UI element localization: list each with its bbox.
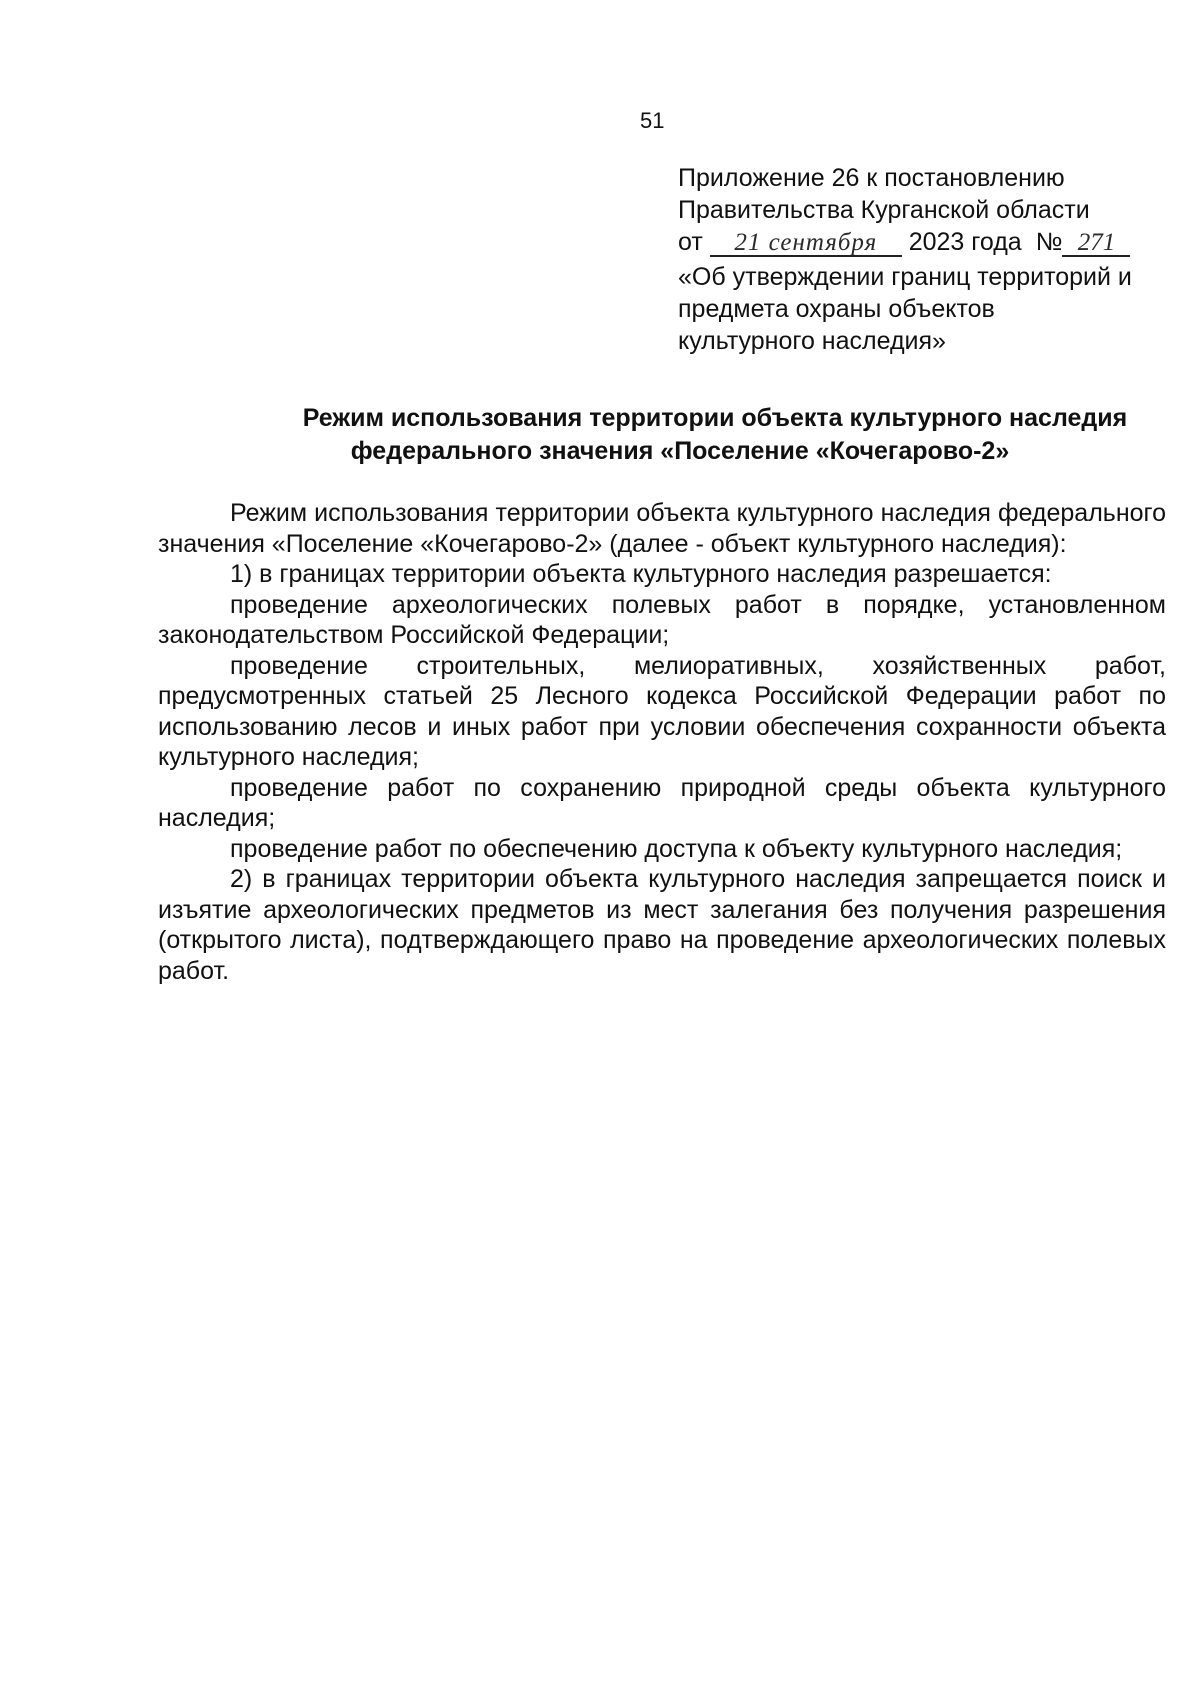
appendix-line-4: «Об утверждении границ территорий и [678, 263, 1132, 291]
paragraph: проведение строительных, мелиоративных, хозяйственных работ, предусмотренных статьей 25 Лесного кодекса Российской Федерации работ по использованию лесов и иных работ при условии обеспечения сохранности объекта культурного наследия; [158, 651, 1166, 771]
paragraph: проведение археологических полевых работ в порядке, установленном законодательством Российской Федерации; [158, 590, 1166, 649]
document-title [160, 402, 1160, 468]
title-line-2: федерального значения «Поселение «Кочегарово-2» [350, 437, 1010, 465]
paragraph: проведение работ по обеспечению доступа к объекту культурного наследия; [230, 834, 1123, 863]
appendix-line-1: Приложение 26 к постановлению [678, 164, 1065, 192]
paragraph: 1) в границах территории объекта культурного наследия разрешается: [230, 560, 1052, 588]
document-body [158, 498, 1166, 986]
paragraph: проведение работ по сохранению природной среды объекта культурного наследия; [158, 773, 1166, 832]
handwritten-number: 271 [1062, 227, 1130, 261]
date-prefix: от [678, 228, 703, 256]
appendix-header [678, 162, 1178, 357]
paragraph: 2) в границах территории объекта культурного наследия запрещается поиск и изъятие археологических предметов из мест залегания без получения разрешения (открытого листа), подтверждающего право на проведение археологических полевых работ. [158, 865, 1166, 985]
appendix-line-5: предмета охраны объектов [678, 295, 995, 323]
paragraph: Режим использования территории объекта культурного наследия федерального значения «Поселение «Кочегарово-2» (далее - объект культурного наследия): [158, 499, 1166, 558]
appendix-line-6: культурного наследия» [678, 327, 946, 355]
number-label: № [1035, 228, 1063, 256]
date-suffix: 2023 года [908, 228, 1022, 256]
page-number: 51 [640, 108, 665, 133]
appendix-date-line [678, 226, 1178, 261]
title-line-1: Режим использования территории объекта культурного наследия [302, 404, 1128, 432]
appendix-line-2: Правительства Курганской области [678, 196, 1090, 224]
handwritten-date: 21 сентября [710, 227, 902, 261]
